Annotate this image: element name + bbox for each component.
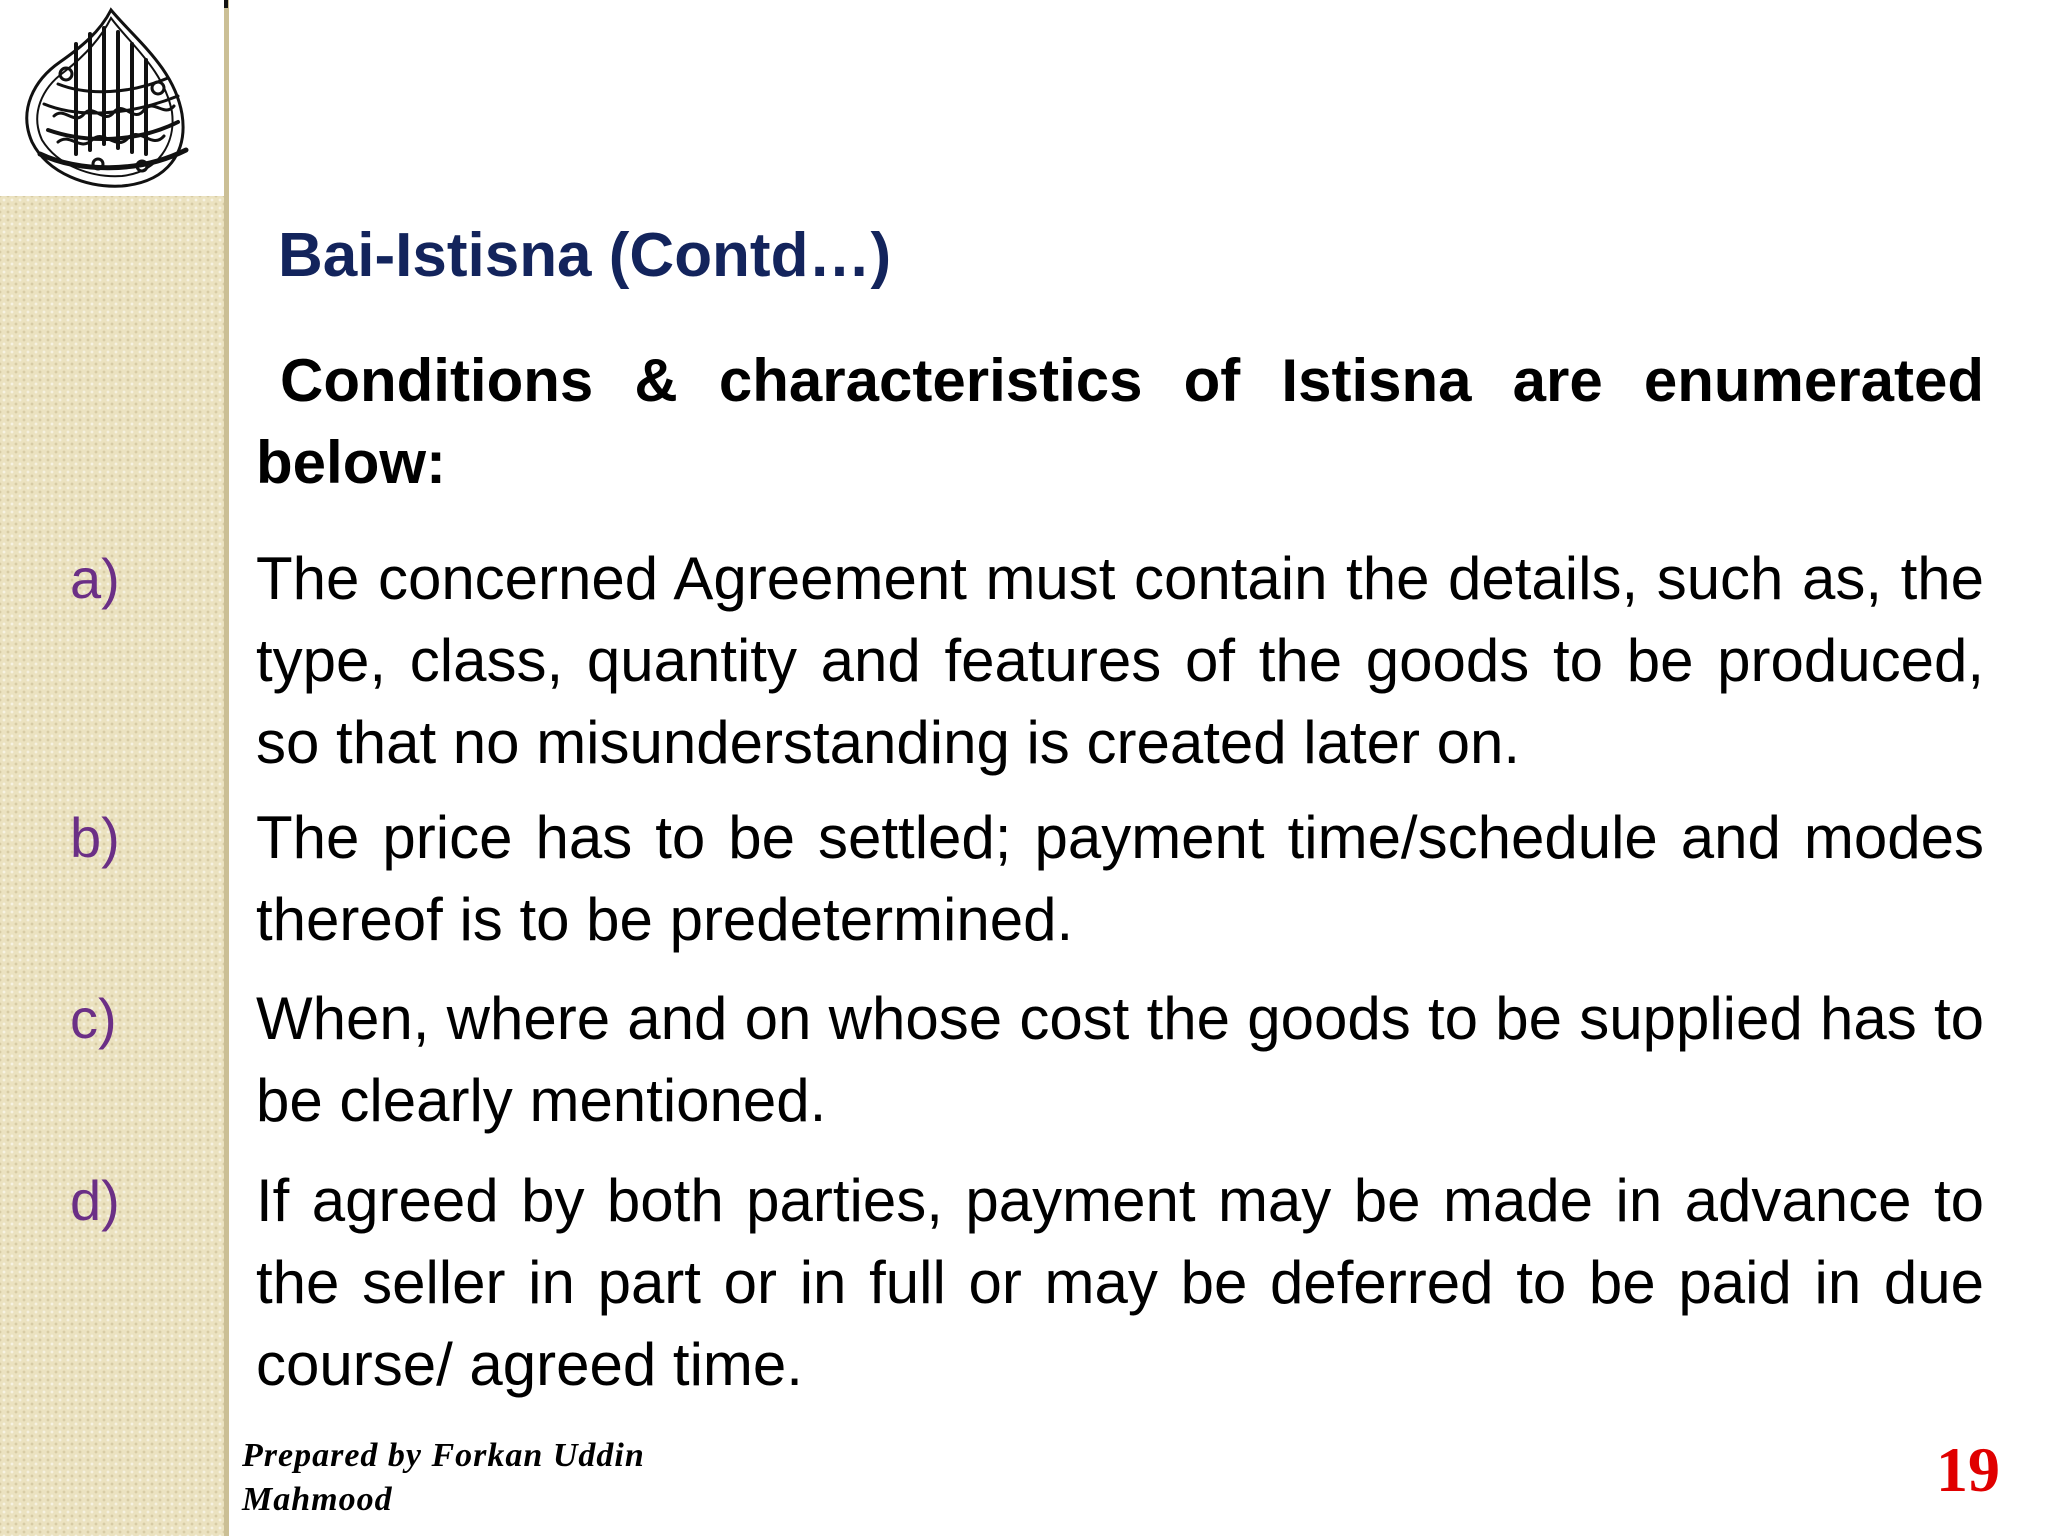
item-text-d: If agreed by both parties, payment may be made in advance to the seller in part or in full or may be deferred to be paid in due course/ agreed time. (256, 1167, 1984, 1398)
item-marker-c: c) (70, 987, 117, 1050)
slide-title: Bai-Istisna (Contd…) (278, 221, 892, 290)
footer-author: Prepared by Forkan Uddin Mahmood (242, 1437, 645, 1518)
item-marker-a: a) (70, 547, 120, 610)
item-text-c: When, where and on whose cost the goods to be supplied has to be clearly mentioned. (256, 985, 1984, 1134)
intro-text: Conditions & characteristics of Istisna are enumerated below: (256, 347, 1984, 496)
bismillah-calligraphy-icon (18, 4, 204, 194)
item-marker-b: b) (70, 806, 120, 869)
top-edge-mark (224, 0, 228, 8)
item-marker-d: d) (70, 1169, 120, 1232)
item-text-a: The concerned Agreement must contain the details, such as, the type, class, quantity and features of the goods to be produced, so that no misunderstanding is created later on. (256, 545, 1984, 776)
page-number: 19 (1936, 1434, 2000, 1505)
logo-area (0, 0, 224, 196)
sidebar-divider (224, 0, 229, 1536)
item-text-b: The price has to be settled; payment time/schedule and modes thereof is to be predetermined. (256, 804, 1984, 953)
